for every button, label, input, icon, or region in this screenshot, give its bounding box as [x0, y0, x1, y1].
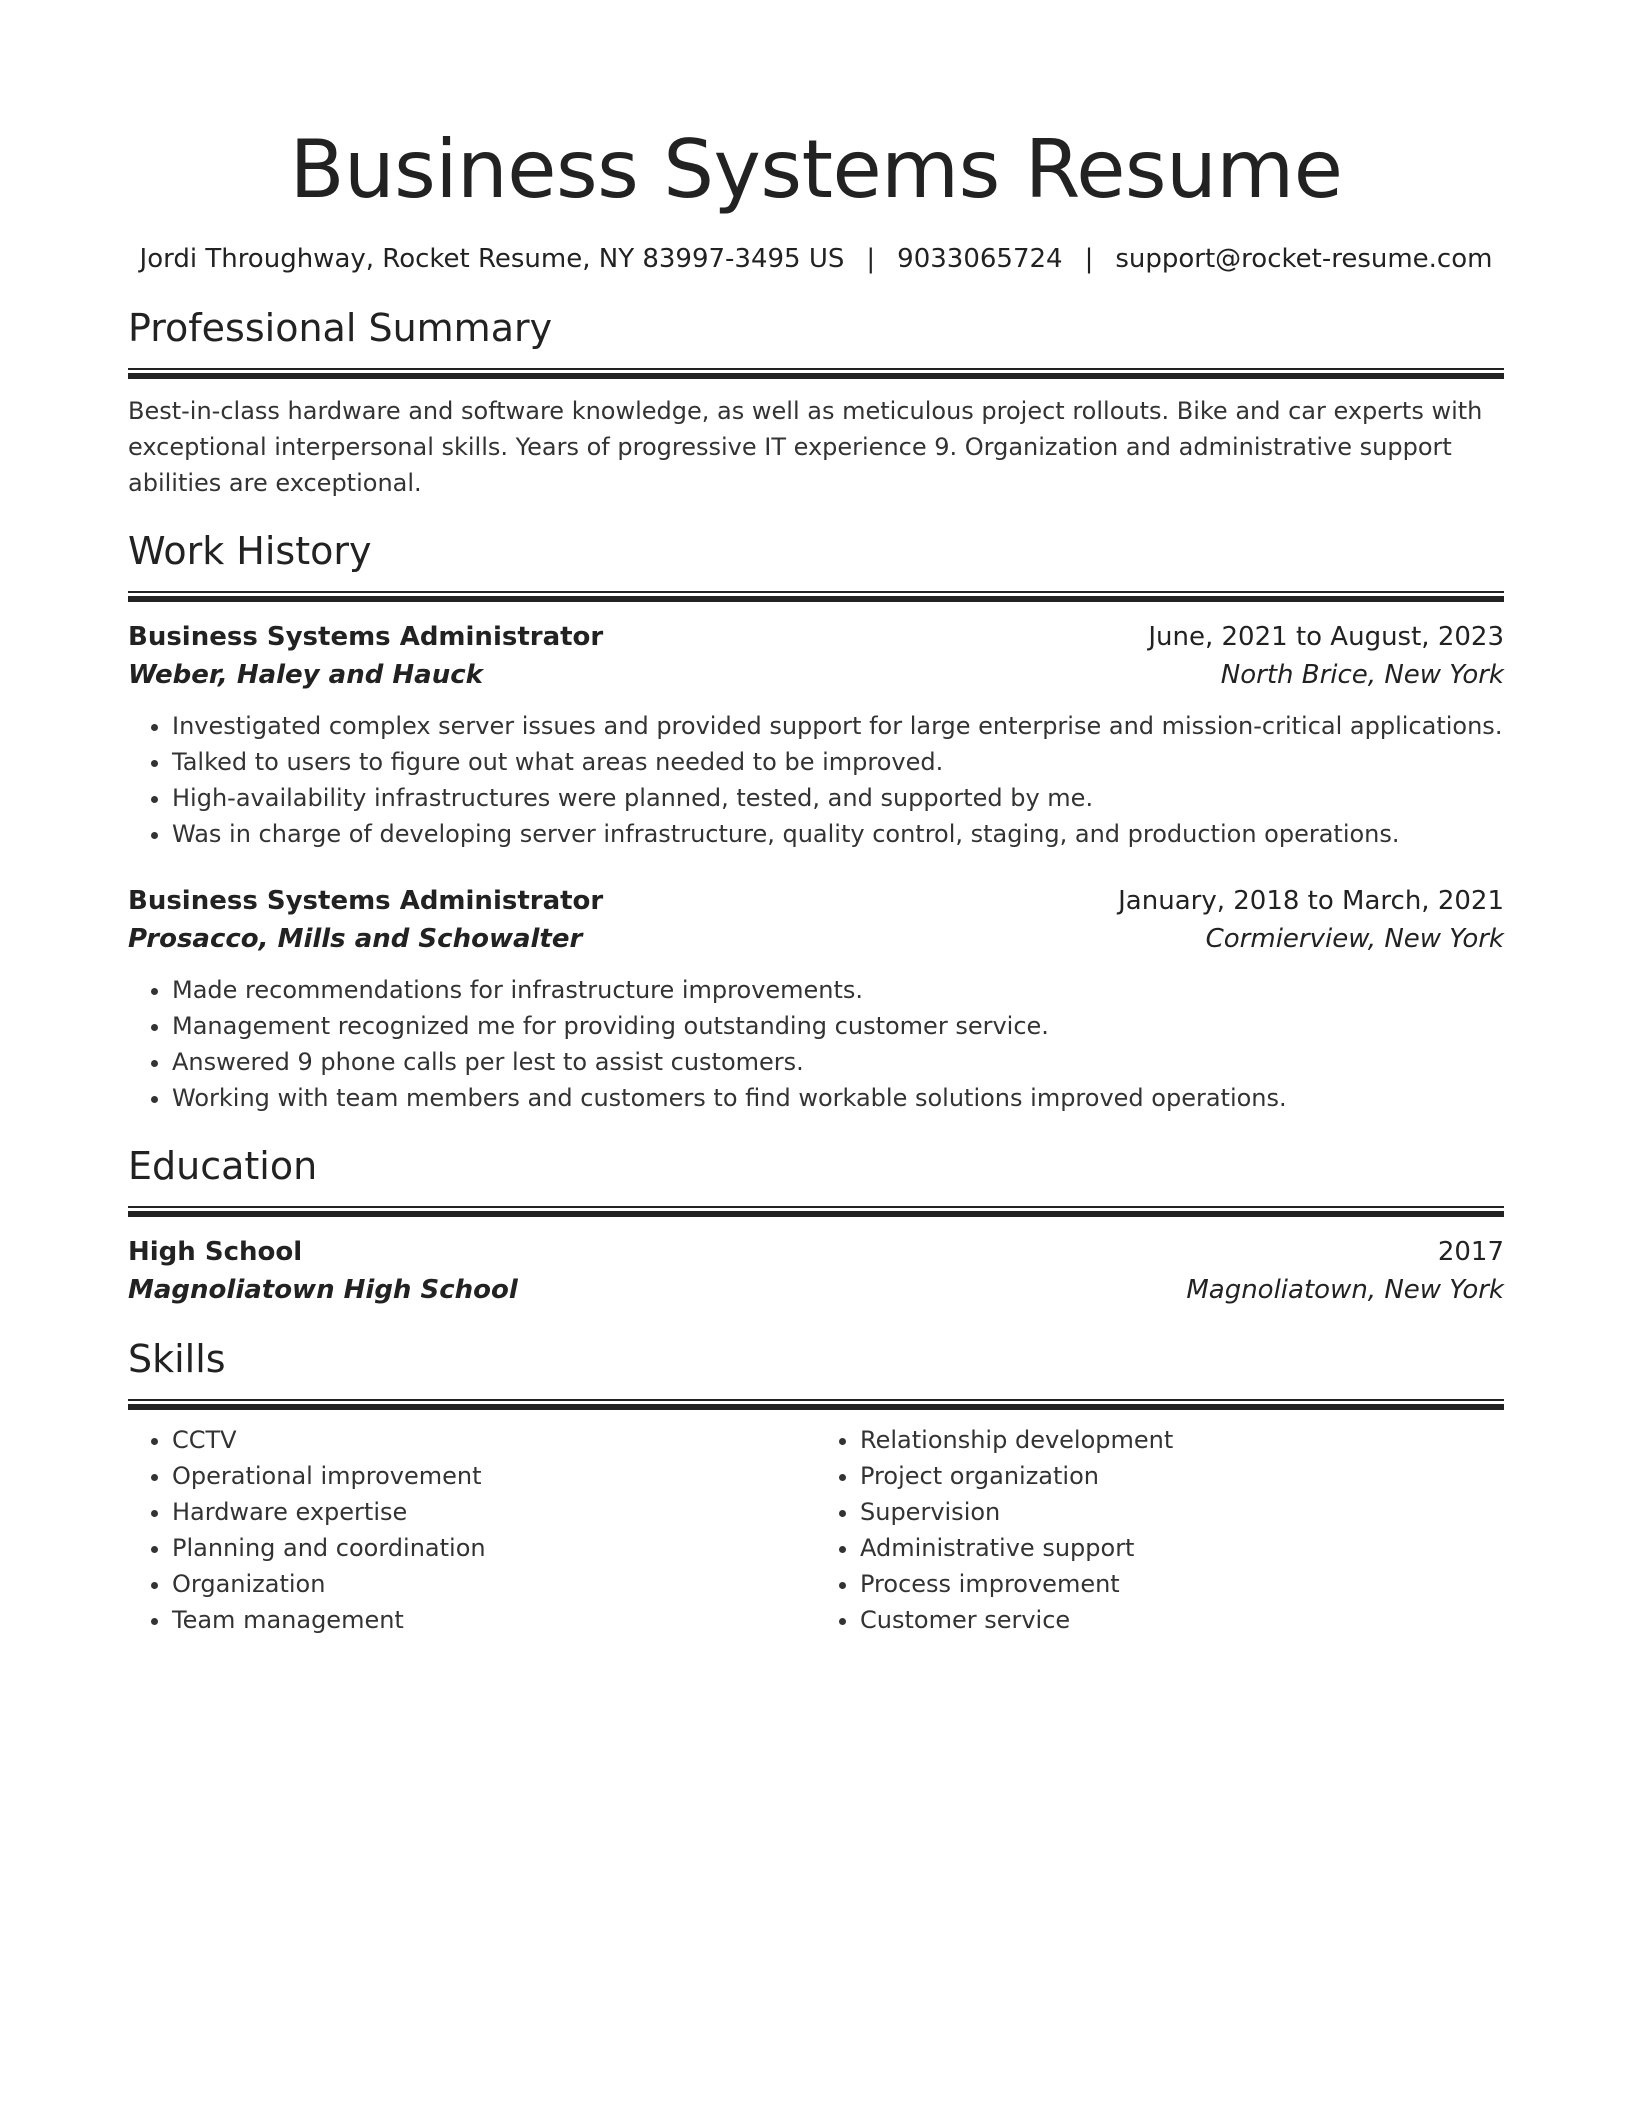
- list-item: • Was in charge of developing server infrastructure, quality control, staging, and production operations.: [172, 816, 1504, 852]
- list-item: • High-availability infrastructures were planned, tested, and supported by me.: [172, 780, 1504, 816]
- contact-phone: 9033065724: [897, 244, 1063, 274]
- skills-heading: Skills: [128, 1337, 226, 1381]
- contact-address: Jordi Throughway, Rocket Resume, NY 83997-3495 US: [139, 244, 845, 274]
- contact-email[interactable]: support@rocket-resume.com: [1115, 244, 1493, 274]
- section-divider: [128, 591, 1504, 602]
- education-heading: Education: [128, 1144, 318, 1188]
- education-section: [128, 1142, 1504, 1309]
- skill-item: • Customer service: [860, 1602, 1504, 1638]
- education-entry: [128, 1233, 1504, 1309]
- skills-section: [128, 1335, 1504, 1638]
- resume-title: Business Systems Resume: [289, 123, 1343, 216]
- list-item: • Investigated complex server issues and provided support for large enterprise and mission-critical applications.: [172, 708, 1504, 744]
- education-header-row: [128, 1233, 1504, 1271]
- job-title: Business Systems Administrator: [128, 622, 604, 652]
- skill-item: • Process improvement: [860, 1566, 1504, 1602]
- education-school: Magnoliatown High School: [128, 1275, 518, 1305]
- skill-item: • Team management: [172, 1602, 816, 1638]
- education-degree: High School: [128, 1237, 303, 1267]
- education-school-row: [128, 1271, 1504, 1309]
- summary-heading: Professional Summary: [128, 306, 553, 350]
- section-divider: [128, 1399, 1504, 1410]
- skills-list-right: [816, 1422, 1504, 1638]
- job-employer-row: [128, 920, 1504, 958]
- job-dates: January, 2018 to March, 2021: [1118, 886, 1504, 916]
- list-item: • Management recognized me for providing outstanding customer service.: [172, 1008, 1504, 1044]
- job-duties-list: [128, 972, 1504, 1116]
- work-history-heading: Work History: [128, 529, 372, 573]
- job-employer: Weber, Haley and Hauck: [128, 660, 483, 690]
- job-entry: [128, 882, 1504, 1116]
- job-employer: Prosacco, Mills and Schowalter: [128, 924, 583, 954]
- education-location: Magnoliatown, New York: [1186, 1275, 1504, 1305]
- skill-item: • Operational improvement: [172, 1458, 816, 1494]
- job-location: North Brice, New York: [1220, 660, 1504, 690]
- job-duties-list: [128, 708, 1504, 852]
- skills-columns: [128, 1422, 1504, 1638]
- skill-item: • Organization: [172, 1566, 816, 1602]
- contact-separator: |: [866, 244, 876, 274]
- job-title: Business Systems Administrator: [128, 886, 604, 916]
- skill-item: • Project organization: [860, 1458, 1504, 1494]
- skill-item: • Administrative support: [860, 1530, 1504, 1566]
- work-history-section: [128, 527, 1504, 1116]
- list-item: • Answered 9 phone calls per lest to assist customers.: [172, 1044, 1504, 1080]
- skill-item: • Relationship development: [860, 1422, 1504, 1458]
- job-header-row: [128, 618, 1504, 656]
- summary-text: Best-in-class hardware and software knowledge, as well as meticulous project rollouts. Bike and car experts with exceptional interpersonal skills. Years of progressive IT experience 9. Organization and administrative support abilities are exceptional.: [128, 397, 1483, 497]
- job-employer-row: [128, 656, 1504, 694]
- section-divider: [128, 368, 1504, 379]
- skill-item: • CCTV: [172, 1422, 816, 1458]
- skill-item: • Planning and coordination: [172, 1530, 816, 1566]
- summary-section: [128, 304, 1504, 501]
- education-year: 2017: [1437, 1237, 1504, 1267]
- contact-line: [128, 242, 1504, 276]
- skills-list-left: [128, 1422, 816, 1638]
- section-divider: [128, 1206, 1504, 1217]
- job-header-row: [128, 882, 1504, 920]
- list-item: • Made recommendations for infrastructure improvements.: [172, 972, 1504, 1008]
- job-location: Cormierview, New York: [1205, 924, 1504, 954]
- contact-separator: |: [1084, 244, 1094, 274]
- list-item: • Working with team members and customers to find workable solutions improved operations.: [172, 1080, 1504, 1116]
- job-entry: [128, 618, 1504, 852]
- skill-item: • Supervision: [860, 1494, 1504, 1530]
- job-dates: June, 2021 to August, 2023: [1148, 622, 1504, 652]
- list-item: • Talked to users to figure out what areas needed to be improved.: [172, 744, 1504, 780]
- skill-item: • Hardware expertise: [172, 1494, 816, 1530]
